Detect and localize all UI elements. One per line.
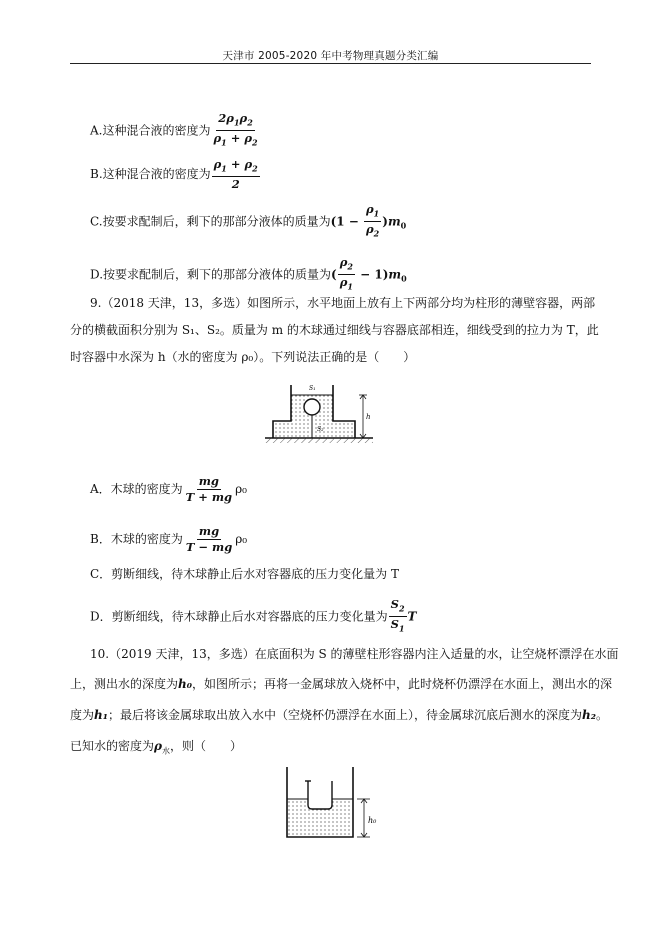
q10-stem-line4: 已知水的密度为$\rho_水$，则（ ） — [70, 739, 243, 756]
q10-stem-line3: 度为h₁；最后将该金属球取出放入水中（空烧杯仍漂浮在水面上），待金属球沉底后测水的深度为h₂。 — [70, 708, 609, 722]
q8-option-b: B.这种混合液的密度为 $\frac{\rho_1 + \rho_2}{2}$ — [90, 157, 258, 192]
page-header: 天津市 2005-2020 年中考物理真题分类汇编 — [222, 50, 439, 62]
q9-stem-line2: 分的横截面积分别为 S₁、S₂。质量为 m 的木球通过细线与容器底部相连，细线受到的拉力为 T，此 — [70, 323, 599, 337]
fraction: $\frac{2\rho_1\rho_2}{\rho_1 + \rho_2}$ — [213, 111, 258, 148]
q10-stem-line2: 上，测出水的深度为h₀，如图所示；再将一金属球放入烧杯中，此时烧杯仍漂浮在水面上，测出水的深 — [70, 677, 613, 691]
q9-option-d: D．剪断细线，待木球静止后水对容器底的压力变化量为 $\frac{S_2}{S_1}$ T — [90, 597, 417, 634]
fraction: $\frac{mg}{T - mg}$ — [185, 524, 233, 554]
q8-option-d: D.按要求配制后，剩下的那部分液体的质量为( $\frac{\rho_2}{\rho_1}$ − $1)m_0$ — [90, 255, 407, 292]
q9-fig-label-s2: S₂ — [317, 426, 324, 433]
fraction: $\frac{\rho_1 + \rho_2}{2}$ — [213, 157, 258, 192]
fraction: $\frac{\rho_1}{\rho_2}$ — [366, 202, 380, 239]
q9-stem-line1: 9.（2018 天津，13，多选）如图所示，水平地面上放有上下两部分均为柱形的薄壁容器，两部 — [90, 296, 596, 310]
q9-option-c: C．剪断细线，待木球静止后水对容器底的压力变化量为 T — [90, 567, 400, 581]
q10-stem-line1: 10.（2019 天津，13，多选）在底面积为 S 的薄壁柱形容器内注入适量的水，让空烧杯漂浮在水面 — [90, 647, 619, 661]
q9-container-figure — [263, 375, 378, 445]
fraction: $\frac{\rho_2}{\rho_1}$ — [339, 255, 353, 292]
q9-fig-label-s1: S₁ — [309, 385, 316, 392]
q8-option-c: C.按要求配制后，剩下的那部分液体的质量为(1 − $\frac{\rho_1}{\rho_2}$ )$m_0$ — [90, 202, 407, 239]
header-rule — [70, 63, 591, 64]
q9-option-b: B．木球的密度为 $\frac{mg}{T - mg}$ ρ₀ — [90, 524, 248, 554]
q9-option-a: A．木球的密度为 $\frac{mg}{T + mg}$ ρ₀ — [90, 474, 247, 504]
q10-fig-label-h0: h₀ — [368, 816, 377, 825]
q9-stem-line3: 时容器中水深为 h（水的密度为 ρ₀）。下列说法正确的是（ ） — [70, 350, 416, 364]
fraction: $\frac{S_2}{S_1}$ — [390, 597, 405, 634]
fraction: $\frac{mg}{T + mg}$ — [185, 474, 233, 504]
q9-fig-label-h: h — [366, 413, 371, 421]
q8-option-a: A.这种混合液的密度为 $\frac{2\rho_1\rho_2}{\rho_1 + \rho_2}$ — [90, 111, 258, 148]
q10-container-figure — [280, 765, 390, 843]
